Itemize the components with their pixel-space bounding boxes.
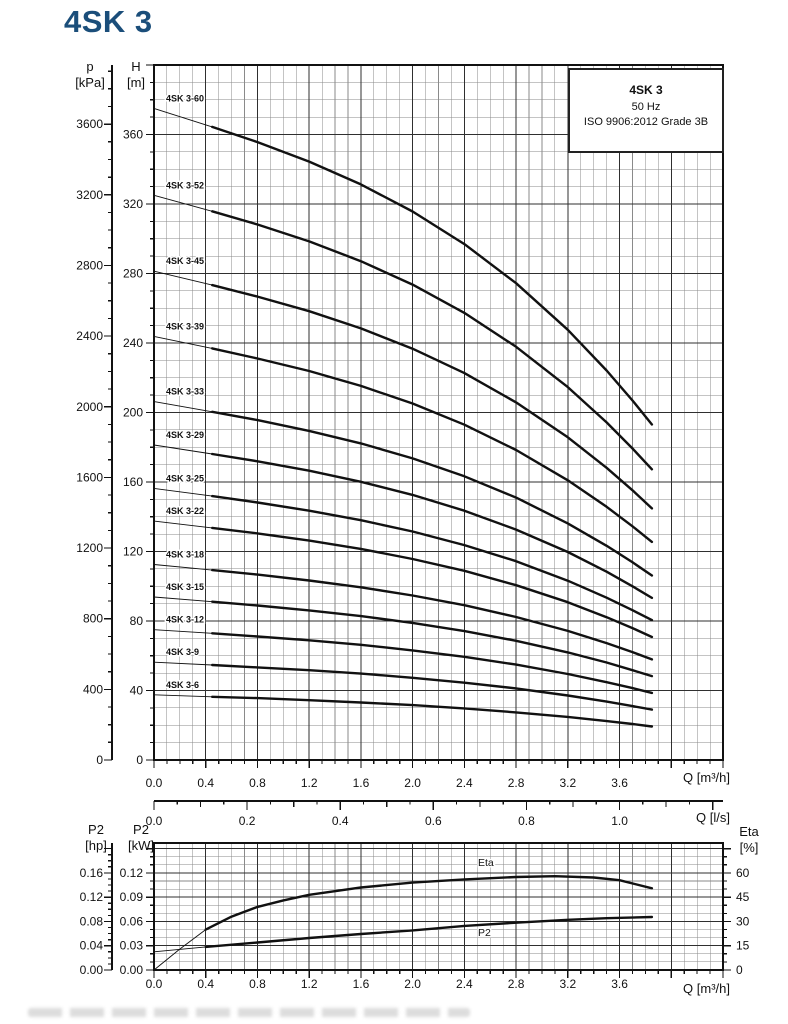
svg-text:3600: 3600 (76, 117, 103, 132)
kw-tick-labels (120, 866, 144, 977)
h-axis-label: H (131, 59, 141, 74)
h-axis-ticks (146, 65, 154, 760)
bottom-grid-minor (154, 843, 723, 970)
eta-axis-ticks (723, 849, 731, 970)
h-axis-header (112, 59, 160, 91)
bottom-curves (154, 876, 652, 970)
curve-start-4SK-3-15 (154, 597, 212, 602)
q-ls-axis-header: Q [l/s] (696, 810, 730, 825)
svg-text:0.2: 0.2 (238, 814, 256, 828)
svg-text:0: 0 (736, 963, 743, 977)
svg-text:0.4: 0.4 (197, 776, 215, 790)
svg-text:0.16: 0.16 (79, 865, 103, 880)
svg-text:1.6: 1.6 (352, 776, 370, 790)
hp-tick-labels (80, 866, 104, 977)
svg-text:2.8: 2.8 (507, 776, 525, 790)
svg-text:400: 400 (82, 682, 103, 697)
curve-label-4SK-3-45: 4SK 3-45 (166, 256, 205, 267)
curve-label-4SK-3-33: 4SK 3-33 (166, 386, 205, 397)
eta-unit: [%] (739, 840, 759, 855)
svg-text:0.0: 0.0 (145, 977, 163, 991)
svg-text:1.0: 1.0 (611, 814, 628, 828)
svg-text:0.0: 0.0 (145, 814, 163, 828)
svg-text:160: 160 (122, 475, 143, 489)
svg-text:360: 360 (122, 127, 143, 142)
q-ls-tick-labels (146, 814, 629, 828)
svg-text:2.4: 2.4 (456, 977, 473, 991)
curve-4SK-3-39 (212, 348, 652, 542)
svg-text:3.2: 3.2 (559, 776, 577, 790)
curve-4SK-3-9 (212, 665, 652, 710)
svg-text:3200: 3200 (76, 187, 103, 202)
q-ls-axis (154, 801, 723, 810)
svg-text:0.4: 0.4 (331, 814, 349, 828)
eta-axis-header (726, 824, 772, 856)
q-m3h-tick-labels-bottom (146, 977, 629, 991)
eta-tick-labels (736, 866, 750, 977)
legend-box (568, 68, 724, 153)
curve-4SK-3-60 (212, 127, 652, 425)
curve-label-4SK-3-52: 4SK 3-52 (166, 180, 205, 191)
svg-text:2.0: 2.0 (404, 977, 421, 991)
p2-hp-unit: [hp] (85, 838, 107, 853)
curve-start-4SK-3-33 (154, 402, 212, 412)
curve-start-4SK-3-60 (154, 108, 212, 127)
svg-text:0.12: 0.12 (79, 890, 103, 905)
svg-text:0.00: 0.00 (79, 963, 103, 977)
p2-hp-axis-header (70, 822, 122, 854)
q-m3h-axis-main (154, 760, 723, 768)
svg-text:0.8: 0.8 (249, 977, 266, 991)
curve-4SK-3-18 (212, 570, 652, 659)
curve-label-4SK-3-39: 4SK 3-39 (166, 321, 205, 332)
h-axis-unit: [m] (126, 75, 146, 90)
svg-text:2.4: 2.4 (456, 776, 473, 790)
svg-text:2000: 2000 (76, 399, 103, 414)
svg-text:0.06: 0.06 (119, 914, 143, 929)
legend-pump-type: 4SK 3 (629, 83, 663, 97)
svg-text:2400: 2400 (76, 329, 103, 344)
curve-4SK-3-52 (212, 211, 652, 469)
svg-text:0.12: 0.12 (119, 865, 143, 880)
legend-frequency: 50 Hz (631, 101, 661, 113)
curve-start-4SK-3-22 (154, 521, 212, 528)
svg-text:30: 30 (736, 914, 750, 929)
curve-start-4SK-3-25 (154, 488, 212, 496)
curve-label-4SK-3-22: 4SK 3-22 (166, 506, 205, 517)
svg-text:2800: 2800 (76, 258, 103, 273)
bottom-curve-labels (478, 857, 494, 939)
svg-text:3.6: 3.6 (611, 977, 628, 991)
p-axis-label: p (86, 59, 94, 74)
svg-text:280: 280 (122, 266, 143, 281)
svg-text:0: 0 (96, 753, 103, 767)
curve-label-p2: P2 (478, 927, 491, 939)
svg-text:0.4: 0.4 (197, 977, 215, 991)
svg-text:200: 200 (122, 405, 143, 420)
curve-start-4SK-3-52 (154, 195, 212, 211)
svg-text:120: 120 (122, 544, 143, 559)
curve-start-4SK-3-6 (154, 695, 212, 697)
svg-text:0: 0 (136, 753, 143, 767)
footer-illegible-text (28, 1008, 470, 1017)
svg-text:0.08: 0.08 (79, 914, 103, 929)
curve-label-4SK-3-18: 4SK 3-18 (166, 549, 205, 560)
q-m3h-tick-labels-main (146, 776, 629, 790)
curve-4SK-3-12 (212, 633, 652, 693)
curve-label-4SK-3-6: 4SK 3-6 (166, 679, 200, 690)
p-axis-header (62, 59, 118, 91)
p-axis-tick-labels (76, 117, 103, 767)
svg-text:0.04: 0.04 (79, 938, 103, 953)
curve-start-4SK-3-39 (154, 336, 212, 348)
svg-text:0.8: 0.8 (518, 814, 535, 828)
curve-label-4SK-3-12: 4SK 3-12 (166, 614, 205, 625)
curve-4SK-3-25 (212, 496, 652, 620)
svg-text:3.6: 3.6 (611, 776, 628, 790)
kw-axis-ticks (146, 849, 154, 970)
p2-hp-label: P2 (88, 822, 104, 837)
curve-label-4SK-3-9: 4SK 3-9 (166, 647, 200, 658)
svg-text:2.8: 2.8 (507, 977, 525, 991)
p-axis (104, 65, 112, 760)
svg-text:3.2: 3.2 (559, 977, 577, 991)
q-m3h-axis-bottom (154, 970, 723, 978)
svg-text:60: 60 (736, 865, 750, 880)
head-curves (154, 108, 652, 726)
svg-text:40: 40 (129, 683, 143, 698)
curve-4SK-3-6 (212, 697, 652, 727)
p-axis-unit: [kPa] (75, 75, 105, 90)
svg-text:0.8: 0.8 (249, 776, 266, 790)
q-m3h-axis-header-bottom: Q [m³/h] (683, 981, 730, 996)
svg-text:0.6: 0.6 (424, 814, 442, 828)
curve-start-4SK-3-12 (154, 630, 212, 634)
svg-text:0.0: 0.0 (145, 776, 163, 790)
eta-label: Eta (739, 824, 759, 839)
legend-iso-standard: ISO 9906:2012 Grade 3B (583, 116, 709, 128)
hp-axis (104, 843, 112, 970)
page-title: 4SK 3 (64, 4, 153, 39)
svg-text:240: 240 (122, 336, 143, 350)
svg-text:0.09: 0.09 (119, 890, 143, 905)
svg-text:320: 320 (122, 197, 143, 211)
svg-text:1.6: 1.6 (352, 977, 370, 991)
p2-kw-label: P2 (133, 822, 149, 837)
curve-label-4SK-3-29: 4SK 3-29 (166, 429, 205, 440)
curve-label-4SK-3-15: 4SK 3-15 (166, 582, 205, 593)
svg-text:15: 15 (736, 938, 750, 953)
p2-kw-axis-header (116, 822, 166, 854)
curve-4SK-3-45 (212, 285, 652, 508)
svg-text:1.2: 1.2 (300, 776, 318, 790)
svg-text:0.03: 0.03 (119, 938, 143, 953)
curve-start-4SK-3-18 (154, 565, 212, 571)
curve-label-eta: Eta (478, 857, 494, 869)
svg-text:1.2: 1.2 (300, 977, 318, 991)
h-axis-tick-labels (123, 128, 143, 768)
svg-text:45: 45 (736, 890, 750, 905)
svg-text:1200: 1200 (76, 541, 103, 556)
svg-text:0.00: 0.00 (119, 963, 143, 977)
svg-text:800: 800 (82, 611, 103, 626)
q-m3h-axis-header-main: Q [m³/h] (683, 770, 730, 785)
svg-text:2.0: 2.0 (404, 776, 421, 790)
svg-text:1600: 1600 (76, 470, 103, 485)
svg-text:80: 80 (129, 614, 143, 628)
curve-start-4SK-3-29 (154, 445, 212, 454)
curve-start-4SK-3-9 (154, 662, 212, 665)
p2-kw-unit: [kW] (128, 838, 154, 853)
curve-label-4SK-3-25: 4SK 3-25 (166, 473, 205, 484)
curve-label-4SK-3-60: 4SK 3-60 (166, 93, 205, 104)
